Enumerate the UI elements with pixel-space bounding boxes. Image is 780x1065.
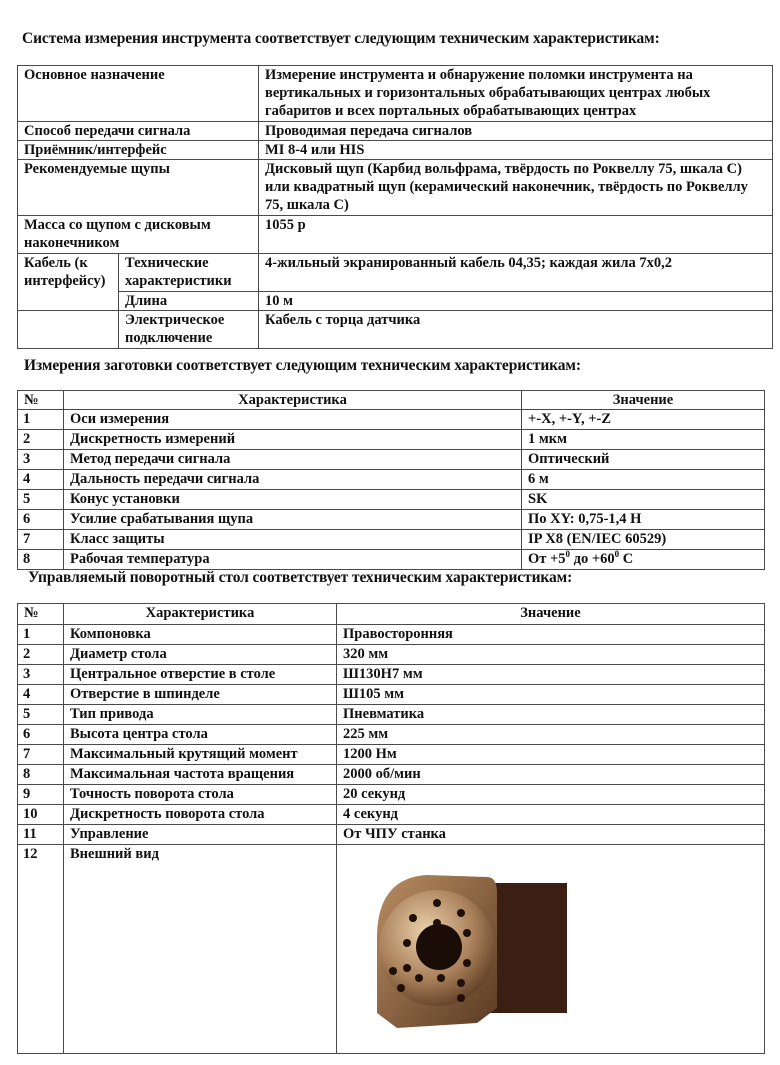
- row-number: 12: [18, 845, 64, 1054]
- table-row: [18, 311, 773, 349]
- row-characteristic: Компоновка: [64, 625, 337, 645]
- row-number: 4: [18, 470, 64, 490]
- row-characteristic: Максимальная частота вращения: [64, 765, 337, 785]
- row-characteristic: Оси измерения: [64, 410, 522, 430]
- row-value: Ш105 мм: [337, 685, 765, 705]
- tool-system-table: [17, 65, 773, 349]
- row-value: Ш130Н7 мм: [337, 665, 765, 685]
- table-row: [18, 550, 765, 570]
- row-value: Правосторонняя: [337, 625, 765, 645]
- table-row: [18, 216, 773, 254]
- row-characteristic: Центральное отверстие в столе: [64, 665, 337, 685]
- row-label: Способ передачи сигнала: [18, 122, 259, 141]
- row-value: 4-жильный экранированный кабель 04,35; каждая жила 7х0,2: [259, 254, 773, 292]
- row-value: Дисковый щуп (Карбид вольфрама, твёрдость по Роквеллу 75, шкала С) или квадратный щуп (керамический наконечник, твёрдость по Роквеллу 75, шкала С): [259, 160, 773, 216]
- section-heading-tool-system: Система измерения инструмента соответствует следующим техническим характеристикам:: [22, 30, 660, 47]
- row-sublabel: Технические характеристики: [119, 254, 259, 292]
- row-number: 8: [18, 765, 64, 785]
- row-value: Проводимая передача сигналов: [259, 122, 773, 141]
- section-heading-workpiece: Измерения заготовки соответствует следующим техническим характеристикам:: [24, 357, 581, 374]
- row-value: MI 8-4 или HIS: [259, 141, 773, 160]
- row-value: По XY: 0,75-1,4 Н: [522, 510, 765, 530]
- row-characteristic: Внешний вид: [64, 845, 337, 1054]
- table-row: [18, 450, 765, 470]
- table-row: [18, 254, 773, 292]
- row-value: Измерение инструмента и обнаружение поломки инструмента на вертикальных и горизонтальных обрабатывающих центрах любых габаритов и всех портальных обрабатывающих центрах: [259, 66, 773, 122]
- row-number: 10: [18, 805, 64, 825]
- row-characteristic: Конус установки: [64, 490, 522, 510]
- row-number: 1: [18, 410, 64, 430]
- table-row: [18, 765, 765, 785]
- row-number: 6: [18, 510, 64, 530]
- table-header-row: [18, 604, 765, 625]
- rotary-table-photo: [357, 863, 597, 1043]
- table-row: [18, 510, 765, 530]
- table-row: [18, 725, 765, 745]
- row-number: 1: [18, 625, 64, 645]
- degree-sup: 0: [614, 549, 620, 559]
- motor-housing: [487, 883, 567, 1013]
- table-row: [18, 785, 765, 805]
- row-number: 2: [18, 430, 64, 450]
- row-number: 4: [18, 685, 64, 705]
- table-row: [18, 141, 773, 160]
- table-row: [18, 705, 765, 725]
- row-value: IP X8 (EN/IEC 60529): [522, 530, 765, 550]
- row-characteristic: Точность поворота стола: [64, 785, 337, 805]
- row-characteristic: Класс защиты: [64, 530, 522, 550]
- row-label: Масса со щупом с дисковым наконечником: [18, 216, 259, 254]
- row-value: 1200 Нм: [337, 745, 765, 765]
- workpiece-table: [17, 390, 765, 570]
- row-characteristic: Управление: [64, 825, 337, 845]
- row-number: 5: [18, 705, 64, 725]
- table-row: [18, 625, 765, 645]
- row-number: 11: [18, 825, 64, 845]
- temp-unit: С: [619, 551, 634, 567]
- row-number: 2: [18, 645, 64, 665]
- column-header-value: Значение: [522, 391, 765, 410]
- table-row: [18, 292, 773, 311]
- row-number: 6: [18, 725, 64, 745]
- row-value: От ЧПУ станка: [337, 825, 765, 845]
- row-label: Приёмник/интерфейс: [18, 141, 259, 160]
- table-row: [18, 745, 765, 765]
- row-number: 7: [18, 745, 64, 765]
- table-row: [18, 430, 765, 450]
- row-characteristic: Тип привода: [64, 705, 337, 725]
- temp-from: От +5: [528, 551, 566, 567]
- table-row: [18, 470, 765, 490]
- cable-label: Кабель (к интерфейсу): [18, 254, 119, 311]
- center-hole: [416, 924, 462, 970]
- column-header-characteristic: Характеристика: [64, 391, 522, 410]
- row-number: 7: [18, 530, 64, 550]
- row-characteristic: Метод передачи сигнала: [64, 450, 522, 470]
- row-value: [337, 845, 765, 1054]
- column-header-number: №: [18, 391, 64, 410]
- empty-cell: [18, 311, 119, 349]
- row-value: 4 секунд: [337, 805, 765, 825]
- row-value: 320 мм: [337, 645, 765, 665]
- row-characteristic: Дискретность поворота стола: [64, 805, 337, 825]
- row-value: 20 секунд: [337, 785, 765, 805]
- row-value: +-X, +-Y, +-Z: [522, 410, 765, 430]
- section-heading-rotary-table: Управляемый поворотный стол соответствует техническим характеристикам:: [28, 569, 573, 586]
- table-row: [18, 645, 765, 665]
- row-value: 1055 р: [259, 216, 773, 254]
- row-value: Оптический: [522, 450, 765, 470]
- row-characteristic: Дискретность измерений: [64, 430, 522, 450]
- row-number: 9: [18, 785, 64, 805]
- table-row: [18, 805, 765, 825]
- row-characteristic: Диаметр стола: [64, 645, 337, 665]
- table-row: [18, 410, 765, 430]
- row-characteristic: Дальность передачи сигнала: [64, 470, 522, 490]
- degree-sup: 0: [565, 549, 571, 559]
- row-value: 6 м: [522, 470, 765, 490]
- rotary-table-table: [17, 603, 765, 1054]
- table-row: [18, 685, 765, 705]
- table-header-row: [18, 391, 765, 410]
- row-number: 3: [18, 665, 64, 685]
- row-number: 5: [18, 490, 64, 510]
- row-value: SK: [522, 490, 765, 510]
- row-characteristic: Рабочая температура: [64, 550, 522, 570]
- row-number: 8: [18, 550, 64, 570]
- table-row: [18, 122, 773, 141]
- column-header-value: Значение: [337, 604, 765, 625]
- table-row: [18, 665, 765, 685]
- table-row: [18, 160, 773, 216]
- table-row: [18, 66, 773, 122]
- row-characteristic: Высота центра стола: [64, 725, 337, 745]
- table-row: [18, 825, 765, 845]
- row-sublabel: Электрическое подключение: [119, 311, 259, 349]
- row-value: [522, 550, 765, 570]
- temp-to: до +60: [570, 551, 615, 567]
- row-number: 3: [18, 450, 64, 470]
- row-characteristic: Максимальный крутящий момент: [64, 745, 337, 765]
- row-value: Пневматика: [337, 705, 765, 725]
- table-row: [18, 845, 765, 1054]
- row-value: 10 м: [259, 292, 773, 311]
- row-value: Кабель с торца датчика: [259, 311, 773, 349]
- table-row: [18, 490, 765, 510]
- row-value: 225 мм: [337, 725, 765, 745]
- column-header-characteristic: Характеристика: [64, 604, 337, 625]
- row-label: Рекомендуемые щупы: [18, 160, 259, 216]
- column-header-number: №: [18, 604, 64, 625]
- table-row: [18, 530, 765, 550]
- row-characteristic: Усилие срабатывания щупа: [64, 510, 522, 530]
- row-characteristic: Отверстие в шпинделе: [64, 685, 337, 705]
- row-value: 1 мкм: [522, 430, 765, 450]
- row-value: 2000 об/мин: [337, 765, 765, 785]
- row-sublabel: Длина: [119, 292, 259, 311]
- row-label: Основное назначение: [18, 66, 259, 122]
